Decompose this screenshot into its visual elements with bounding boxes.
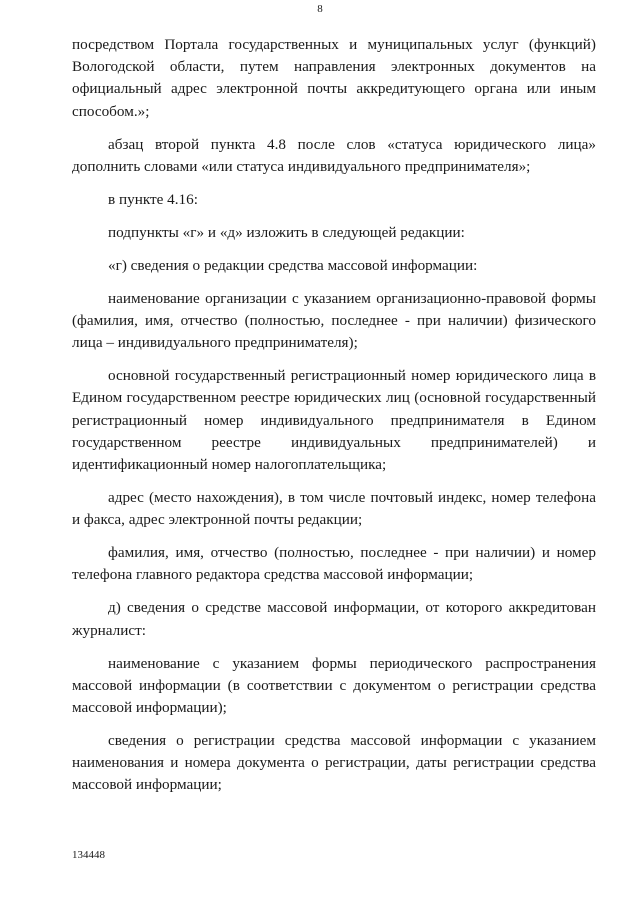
paragraph-subclause-g: «г) сведения о редакции средства массовой информации: [108, 256, 478, 274]
paragraph-media-registration: сведения о регистрации средства массовой информации с указанием наименования и номера документа о регистрации, даты регистрации средства массовой информации; [72, 732, 596, 794]
paragraph-continuation: посредством Портала государственных и муниципальных услуг (функций) Вологодской области, путем направления электронных документов на официальный адрес электронной почты аккредитующего органа или иным способом.»; [72, 36, 596, 120]
paragraph-address: адрес (место нахождения), в том числе почтовый индекс, номер телефона и факса, адрес электронной почты редакции; [72, 489, 596, 529]
paragraph-subclause-d: д) сведения о средстве массовой информации, от которого аккредитован журналист: [72, 599, 596, 639]
paragraph-organization-name: наименование организации с указанием организационно-правовой формы (фамилия, имя, отчество (полностью, последнее - при наличии) физического лица – индивидуального предпринимателя); [72, 289, 596, 352]
paragraph-media-name: наименование с указанием формы периодического распространения массовой информации (в соответствии с документом о регистрации средства массовой информации); [72, 654, 596, 717]
paragraph-chief-editor: фамилия, имя, отчество (полностью, последнее - при наличии) и номер телефона главного редактора средства массовой информации; [72, 544, 596, 584]
paragraph-registration-number: основной государственный регистрационный номер юридического лица в Едином государственном реестре юридических лиц (основной государственный регистрационный номер индивидуального предпринимателя в Едином государственном реестре индивидуальных предпринимателей) и идентификационный номер налогоплательщика; [72, 367, 596, 474]
paragraph-clause-4-16: в пункте 4.16: [108, 190, 198, 208]
document-body [72, 34, 596, 797]
page-number: 8 [317, 3, 323, 15]
paragraph-clause-4-8: абзац второй пункта 4.8 после слов «статуса юридического лица» дополнить словами «или статуса индивидуального предпринимателя»; [72, 135, 596, 175]
paragraph-subclauses-intro: подпункты «г» и «д» изложить в следующей редакции: [108, 223, 465, 241]
document-code: 134448 [72, 849, 105, 861]
